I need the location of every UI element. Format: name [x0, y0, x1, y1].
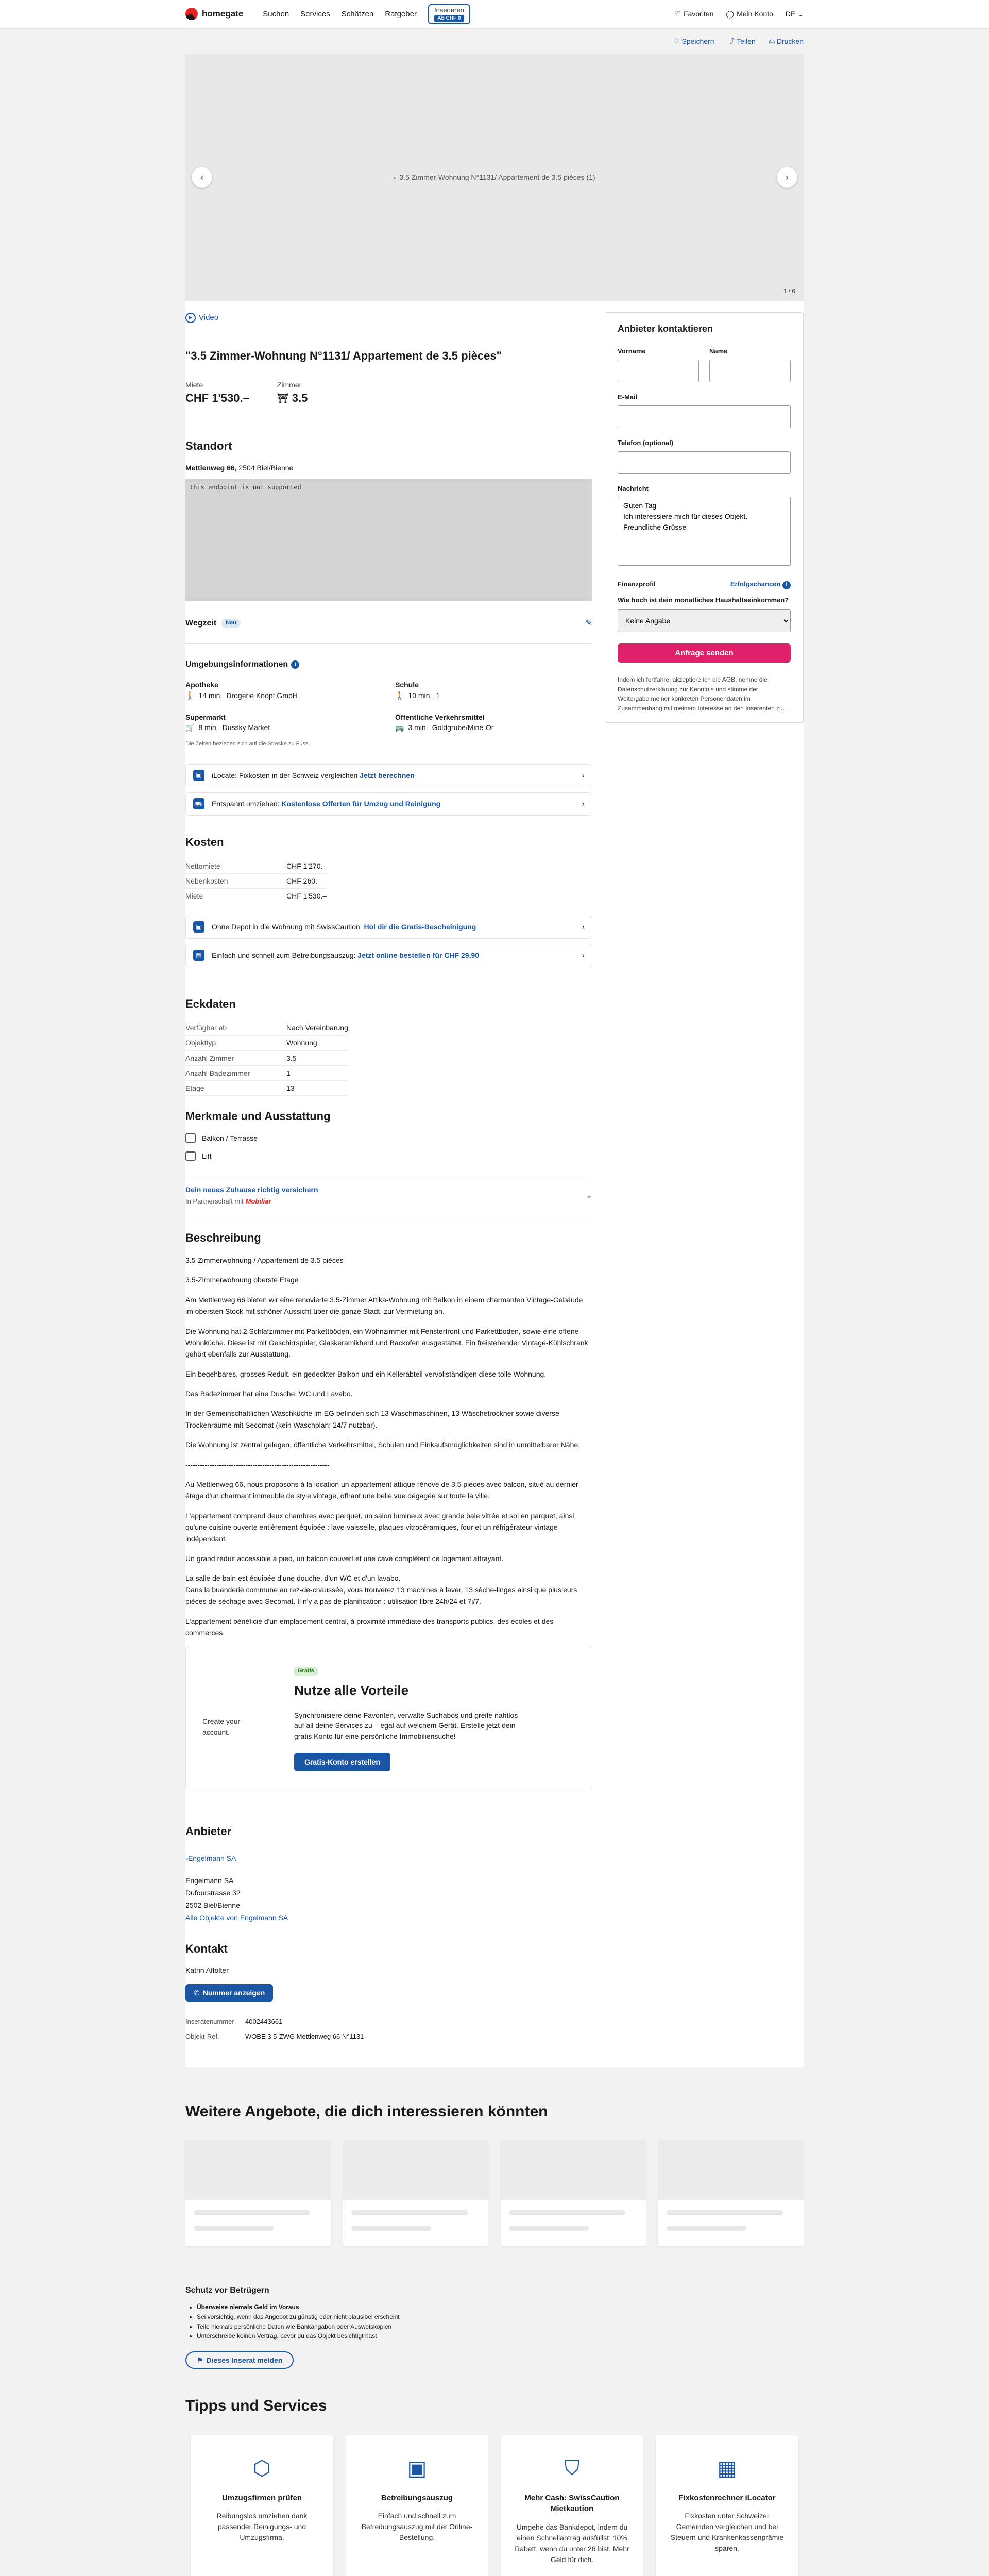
tip-card	[346, 2435, 488, 2576]
table-row	[185, 874, 327, 889]
insurance-title: Dein neues Zuhause richtig versichern	[185, 1185, 318, 1194]
chevron-right-icon: ›	[582, 951, 585, 960]
table-row	[185, 1021, 348, 1036]
fraud-tip: • Überweise niemals Geld im Voraus	[197, 2302, 804, 2312]
heart-icon: ♡	[674, 10, 681, 19]
chevron-left-icon: ‹	[200, 172, 203, 182]
reference-row	[185, 2017, 592, 2027]
surroundings-heading	[185, 658, 592, 670]
feature-label: Lift	[202, 1151, 212, 1160]
benefits-title: Nutze alle Vorteile	[294, 1683, 409, 1699]
fact-key: Verfügbar ab	[185, 1023, 227, 1032]
costs-heading: Kosten	[185, 835, 224, 849]
save-button[interactable]	[673, 36, 714, 46]
chevron-down-icon: ⌄	[797, 10, 804, 19]
provider-line: 2502 Biel/Bienne	[185, 1901, 240, 1909]
description	[185, 1230, 592, 1638]
reference-key: Objekt-Ref.	[185, 2032, 219, 2040]
income-select[interactable]	[618, 609, 791, 632]
description-paragraph: Un grand réduit accessible à pied, un balcon couvert et une cave complètent ce logement attrayant.	[185, 1554, 504, 1563]
email-label: E-Mail	[618, 393, 638, 401]
language-label: DE	[785, 10, 796, 19]
fraud-warning-heading: Schutz vor Betrügern	[185, 2286, 269, 2295]
surrounding-name: Goldgrube/Mine-Or	[432, 723, 494, 732]
surrounding-name: Drogerie Knopf GmbH	[226, 691, 298, 700]
reference-row	[185, 2032, 592, 2042]
nav-suchen[interactable]: Suchen	[263, 9, 289, 19]
insurance-accordion[interactable]	[185, 1175, 592, 1216]
table-row	[185, 859, 327, 874]
create-account-button[interactable]: Gratis-Konto erstellen	[294, 1753, 390, 1771]
phone-label: Telefon (optional)	[618, 438, 674, 447]
document-icon: ▤	[193, 950, 204, 961]
last-name-label: Name	[709, 347, 728, 355]
message-field[interactable]	[618, 497, 791, 566]
walk-icon: 🚶	[185, 691, 195, 700]
provider-heading: Anbieter	[185, 1825, 232, 1838]
rooms-label: Zimmer	[277, 380, 302, 389]
address	[185, 463, 592, 473]
surrounding-time: 8 min.	[198, 723, 218, 732]
description-divider: ------------------------------------------------------------	[185, 1460, 330, 1469]
walk-icon: 🚶	[395, 691, 404, 700]
chevron-down-icon: ⌄	[586, 1191, 592, 1200]
location-heading: Standort	[185, 439, 232, 452]
swisscaution-icon: ▣	[193, 921, 204, 933]
surroundings-note: Die Zeiten beziehen sich auf die Strecke zu Fuss.	[185, 740, 310, 747]
top-navigation-bar	[0, 0, 989, 29]
fact-key: Etage	[185, 1084, 204, 1093]
promo-text: Ohne Depot in die Wohnung mit SwissCaution:	[212, 923, 362, 931]
debt-extract-promo[interactable]	[185, 944, 592, 967]
send-request-button[interactable]: Anfrage senden	[618, 643, 791, 663]
gallery-counter: 1 / 6	[783, 287, 795, 295]
homegate-logo-icon	[185, 8, 198, 20]
cost-value: CHF 1'270.–	[286, 861, 327, 870]
tip-text: Reibungslos umziehen dank passender Reinigungs- und Umzugsfirma.	[216, 2512, 308, 2542]
share-icon: ⤴	[727, 37, 737, 45]
table-row	[185, 1081, 348, 1096]
contact-person: Katrin Affolter	[185, 1966, 229, 1975]
listing-card-placeholder	[185, 2140, 331, 2246]
account-link[interactable]	[726, 9, 773, 19]
user-icon: ◯	[726, 10, 735, 19]
share-label: Teilen	[737, 37, 756, 45]
account-label: Mein Konto	[737, 10, 773, 19]
promo-link[interactable]: Jetzt online bestellen für CHF 29.90	[357, 951, 480, 960]
video-label: Video	[199, 313, 219, 322]
fraud-tip: • Unterschreibe keinen Vertrag, bevor du das Objekt besichtigt hast	[197, 2331, 804, 2341]
favorites-link[interactable]	[675, 9, 714, 19]
report-listing-label: Dieses Inserat melden	[206, 2355, 283, 2364]
tip-title: Mehr Cash: SwissCaution Mietkaution	[524, 2493, 620, 2514]
cart-icon: 🛒	[185, 723, 195, 732]
fraud-warning	[185, 2284, 804, 2369]
all-provider-listings-link[interactable]: Alle Objekte von Engelmann SA	[185, 1913, 288, 1922]
phone-icon: ✆	[194, 1988, 200, 1997]
tip-card	[191, 2435, 333, 2576]
cost-key: Miete	[185, 892, 203, 901]
description-paragraph: Ein begehbares, grosses Reduit, ein gedeckter Balkon und ein Kellerabteil vervollständigen diese tolle Wohnung.	[185, 1369, 547, 1378]
surrounding-item	[185, 712, 383, 733]
listing-card-placeholder	[501, 2140, 646, 2246]
phone-field[interactable]	[618, 451, 791, 474]
contact-heading: Kontakt	[185, 1942, 228, 1955]
contact-section	[185, 1941, 592, 2042]
surrounding-item	[395, 680, 592, 701]
fact-value: 1	[286, 1069, 291, 1077]
fact-value: Nach Vereinbarung	[286, 1023, 348, 1032]
cost-value: CHF 260.–	[286, 877, 321, 886]
door-icon: ⛩	[277, 393, 289, 403]
box-icon: ⬡	[253, 2456, 271, 2480]
cost-key: Nebenkosten	[185, 877, 228, 886]
provider-section	[185, 1823, 592, 1924]
surrounding-category: Öffentliche Verkehrsmittel	[395, 713, 485, 721]
free-badge: Gratis	[294, 1667, 318, 1676]
heart-icon: ♡	[673, 37, 682, 45]
table-row	[185, 1050, 348, 1065]
reference-value: 4002443661	[245, 2017, 283, 2025]
report-listing-button[interactable]	[185, 2351, 294, 2369]
tip-title: Umzugsfirmen prüfen	[221, 2493, 302, 2502]
description-heading: Beschreibung	[185, 1231, 261, 1245]
description-paragraph: Das Badezimmer hat eine Dusche, WC und Lavabo.	[185, 1389, 353, 1398]
provider-logo[interactable]	[185, 1853, 242, 1863]
chevron-right-icon: ›	[582, 922, 585, 931]
listing-card-placeholder	[658, 2140, 804, 2246]
map-icon: ▦	[717, 2456, 737, 2480]
rent-value: CHF 1'530.–	[185, 391, 249, 404]
mobiliar-logo: Mobiliar	[245, 1197, 271, 1206]
table-row	[185, 1036, 348, 1050]
travel-time-label: Wegzeit	[185, 619, 217, 628]
description-paragraph: Die Wohnung ist zentral gelegen, öffentliche Verkehrsmittel, Schulen und Einkaufsmöglichkeiten sind in unmittelbarer Nähe.	[185, 1440, 581, 1449]
legal-notice: Indem ich fortfahre, akzeptiere ich die AGB, nehme die Datenschutzerklärung zur Kenntnis und stimme der Weitergabe meiner konkreten Personendaten im Zusammenhang mit meinem Interesse an den Inserenten zu.	[618, 676, 785, 712]
surroundings-title: Umgebungsinformationen	[185, 660, 288, 669]
tips-heading: Tipps und Services	[185, 2397, 327, 2415]
flag-icon: ⚑	[197, 2355, 203, 2364]
logo-text: homegate	[202, 9, 244, 19]
success-chances-label: Erfolgschancen	[730, 580, 781, 588]
tip-title: Fixkostenrechner iLocator	[678, 2493, 776, 2502]
fact-value: 3.5	[286, 1054, 297, 1062]
chevron-right-icon: ›	[786, 172, 789, 182]
tip-text: Einfach und schnell zum Betreibungsauszug mit der Online-Bestellung.	[361, 2512, 473, 2542]
info-icon: i	[782, 581, 791, 589]
broken-image-icon: ▫	[394, 173, 397, 181]
play-icon: ▶	[185, 313, 196, 323]
print-button[interactable]	[769, 36, 804, 46]
nav-schaetzen[interactable]: Schätzen	[341, 9, 374, 19]
email-field[interactable]	[618, 405, 791, 428]
feature-item	[185, 1133, 592, 1143]
create-account-image: Create your account.	[202, 1717, 241, 1736]
promo-link[interactable]: Hol dir die Gratis-Bescheinigung	[364, 923, 476, 931]
contact-form-heading: Anbieter kontaktieren	[618, 324, 713, 334]
nav-ratgeber[interactable]: Ratgeber	[385, 9, 417, 19]
gallery-prev-button[interactable]	[192, 167, 212, 188]
travel-time-row	[185, 617, 592, 644]
listing-title: "3.5 Zimmer-Wohnung N°1131/ Appartement de 3.5 pièces"	[185, 349, 502, 362]
reference-value: WOBE 3.5-ZWG Mettlenweg 66 N°1131	[245, 2032, 364, 2040]
fact-key: Objekttyp	[185, 1039, 216, 1047]
listing-references	[185, 2017, 592, 2042]
chevron-right-icon: ›	[582, 799, 585, 808]
listing-detail	[185, 54, 804, 2067]
description-paragraph: 3.5-Zimmerwohnung oberste Etage	[185, 1276, 299, 1284]
financial-profile-row	[618, 580, 791, 589]
bus-icon: 🚌	[395, 723, 404, 732]
promo-text: Einfach und schnell zum Betreibungsauszug:	[212, 951, 356, 960]
tip-text: Fixkosten unter Schweizer Gemeinden vergleichen und bei Steuern und Krankenkassenprämie sparen.	[670, 2512, 784, 2553]
reference-key: Inseratenummer	[185, 2017, 234, 2025]
nav-services[interactable]: Services	[300, 9, 330, 19]
print-label: Drucken	[776, 37, 804, 45]
fact-value: 13	[286, 1084, 295, 1093]
costs-table	[185, 859, 327, 904]
language-switcher[interactable]	[786, 9, 804, 19]
surrounding-category: Supermarkt	[185, 713, 226, 721]
feature-label: Balkon / Terrasse	[202, 1134, 258, 1143]
tip-text: Umgehe das Bankdepot, indem du einen Schnellantrag ausfüllst: 10% Rabatt, wenn du unter 26 bist. Mehr Geld für dich.	[515, 2523, 629, 2564]
table-row	[185, 889, 327, 904]
description-paragraph: In der Gemeinschaftlichen Waschküche im EG befinden sich 13 Waschmaschinen, 13 Wäschetrockner sowie diverse Trockenräume mit Secomat (kein Waschplan; 24/7 nutzbar).	[185, 1409, 559, 1429]
main-column	[185, 312, 592, 2047]
inserieren-label: Inserieren	[434, 6, 464, 14]
description-paragraph: Die Wohnung hat 2 Schlafzimmer mit Parkettböden, ein Wohnzimmer mit Fensterfront und Parkettboden, sowie eine offene Wohnküche. Diese ist mit Geschirrspüler, Glaskeramikherd und Backofen ausgestattet. Ein freistehender Vintage-Kühlschrank gehört ebenfalls zur Ausstattung.	[185, 1327, 588, 1359]
surrounding-category: Schule	[395, 681, 419, 689]
pencil-icon: ✎	[585, 619, 592, 628]
ilocate-promo[interactable]	[185, 764, 592, 787]
description-paragraph: Au Mettlenweg 66, nous proposons à la location un appartement attique rénové de 3.5 pièces avec balcon, situé au dernier étage d'un charmant immeuble de style vintage, offrant une belle vue dégagée sur toute la ville.	[185, 1480, 578, 1500]
benefits-card	[185, 1647, 592, 1789]
surrounding-name: Dussky Market	[222, 723, 270, 732]
show-number-label: Nummer anzeigen	[202, 1988, 265, 1997]
benefits-text: Synchronisiere deine Favoriten, verwalte Suchabos und greife nahtlos auf all deine Services zu – egal auf welchem Gerät. Erstelle jetzt dein gratis Konto für eine persönliche Immobiliensuche!	[294, 1710, 518, 1740]
description-paragraph: Am Mettlenweg 66 bieten wir eine renovierte 3.5-Zimmer Attika-Wohnung mit Balkon in einem charmanten Vintage-Gebäude im obersten Stock mit schöner Aussicht über die ganze Stadt, zur Vermietung an.	[185, 1295, 583, 1316]
swisscaution-promo[interactable]	[185, 916, 592, 939]
fraud-tip: • Teile niemals persönliche Daten wie Bankangaben oder Ausweiskopien	[197, 2322, 804, 2332]
gallery-image-alt: 3.5 Zimmer-Wohnung N°1131/ Appartement de 3.5 pièces (1)	[399, 173, 595, 181]
fact-value: Wohnung	[286, 1039, 317, 1047]
surrounding-time: 14 min.	[198, 691, 223, 700]
fraud-tip: • Sei vorsichtig, wenn das Angebot zu günstig oder nicht plausibel erscheint	[197, 2312, 804, 2322]
surrounding-time: 10 min.	[408, 691, 432, 700]
key-figures	[185, 380, 592, 406]
tip-card	[656, 2435, 798, 2576]
last-name-field[interactable]	[709, 360, 791, 382]
elevator-icon	[185, 1151, 196, 1161]
provider-line: Engelmann SA	[185, 1876, 234, 1885]
success-chances-link[interactable]	[730, 580, 791, 589]
description-paragraph: L'appartement bénéficie d'un emplacement central, à proximité immédiate des transports publics, des écoles et des commerces.	[185, 1617, 554, 1637]
cost-key: Nettomiete	[185, 861, 220, 870]
info-icon[interactable]: i	[291, 660, 299, 669]
provider-logo-alt: Engelmann SA	[187, 1854, 236, 1863]
rooms-value: 3.5	[292, 391, 308, 404]
ilocate-icon: ▣	[193, 770, 204, 781]
financial-profile-label: Finanzprofil	[618, 580, 656, 588]
edit-travel-time-button[interactable]	[586, 617, 592, 629]
moving-promo[interactable]	[185, 792, 592, 816]
surrounding-name: 1	[436, 691, 440, 700]
tip-card	[501, 2435, 643, 2576]
promo-link[interactable]: Kostenlose Offerten für Umzug und Reinigung	[281, 800, 441, 808]
shield-icon: ⛉	[564, 2456, 580, 2480]
income-question: Wie hoch ist dein monatliches Haushaltseinkommen?	[618, 596, 789, 604]
promo-text: Entspannt umziehen:	[212, 800, 280, 808]
inserieren-button[interactable]	[428, 4, 470, 25]
listing-actions	[185, 29, 804, 54]
video-button[interactable]	[185, 312, 592, 332]
description-paragraph: L'appartement comprend deux chambres avec parquet, un salon lumineux avec grande baie vitrée et sol en parquet, ainsi qu'une cuisine ouverte entièrement équipée : lave-vaisselle, plaques vitrocéramiques, four et un réfrigérateur vintage indépendant.	[185, 1511, 574, 1543]
image-gallery[interactable]	[185, 54, 804, 301]
share-button[interactable]	[728, 36, 756, 46]
contact-sidebar	[605, 312, 804, 2047]
fact-key: Anzahl Badezimmer	[185, 1069, 250, 1077]
balcony-icon	[185, 1133, 196, 1143]
message-label: Nachricht	[618, 484, 649, 493]
table-row	[185, 1065, 348, 1080]
tip-title: Betreibungsauszug	[381, 2493, 453, 2502]
related-listings	[185, 2140, 804, 2246]
chevron-right-icon: ›	[582, 771, 585, 780]
address-street: Mettlenweg 66,	[185, 463, 237, 472]
inserieren-price-badge: Ab CHF 0	[434, 15, 464, 22]
rent-label: Miete	[185, 380, 203, 389]
main-nav	[263, 4, 470, 25]
map-error-text: this endpoint is not supported	[190, 484, 301, 492]
save-label: Speichern	[681, 37, 714, 45]
insurance-partner: In Partnerschaft mit	[185, 1197, 244, 1206]
broken-image-icon: ▫	[185, 1854, 188, 1863]
moving-icon: ⛟	[193, 798, 204, 809]
favorites-label: Favoriten	[684, 10, 714, 19]
printer-icon: ⎙	[769, 37, 777, 45]
first-name-field[interactable]	[618, 360, 699, 382]
surrounding-item	[395, 712, 592, 733]
promo-text: iLocate: Fixkosten in der Schweiz vergleichen	[212, 771, 358, 779]
related-heading: Weitere Angebote, die dich interessieren könnten	[185, 2103, 548, 2120]
address-city: 2504 Biel/Bienne	[238, 463, 294, 472]
gallery-next-button[interactable]	[777, 167, 797, 188]
facts-table	[185, 1021, 348, 1096]
description-paragraph: 3.5-Zimmerwohnung / Appartement de 3.5 pièces	[185, 1256, 344, 1264]
new-badge: Neu	[221, 619, 241, 628]
feature-item	[185, 1151, 592, 1161]
show-number-button[interactable]	[185, 1984, 273, 2002]
surrounding-item	[185, 680, 383, 701]
listing-card-placeholder	[343, 2140, 488, 2246]
cost-value: CHF 1'530.–	[286, 892, 327, 901]
description-paragraph: La salle de bain est équipée d'une douche, d'un WC et d'un lavabo. Dans la buanderie commune au rez-de-chaussée, vous trouverez 13 machines à laver, 13 sèche-linges ainsi que plusieurs pièces de séchage avec Secomat. Il n'y a pas de planification : utilisation libre 24h/24 et 7j/7.	[185, 1574, 577, 1606]
surrounding-category: Apotheke	[185, 681, 218, 689]
badge-icon: ▣	[407, 2456, 427, 2480]
promo-link[interactable]: Jetzt berechnen	[360, 771, 415, 779]
homegate-logo[interactable]	[185, 8, 243, 21]
surrounding-time: 3 min.	[408, 723, 428, 732]
surroundings-grid	[185, 680, 592, 733]
facts-heading: Eckdaten	[185, 997, 236, 1011]
fact-key: Anzahl Zimmer	[185, 1054, 234, 1062]
first-name-label: Vorname	[618, 347, 646, 355]
contact-form	[605, 312, 804, 723]
map[interactable]	[185, 479, 592, 601]
gallery-image	[394, 172, 595, 182]
provider-line: Dufourstrasse 32	[185, 1889, 241, 1897]
features-heading: Merkmale und Ausstattung	[185, 1110, 331, 1123]
tips-section	[185, 2395, 804, 2576]
